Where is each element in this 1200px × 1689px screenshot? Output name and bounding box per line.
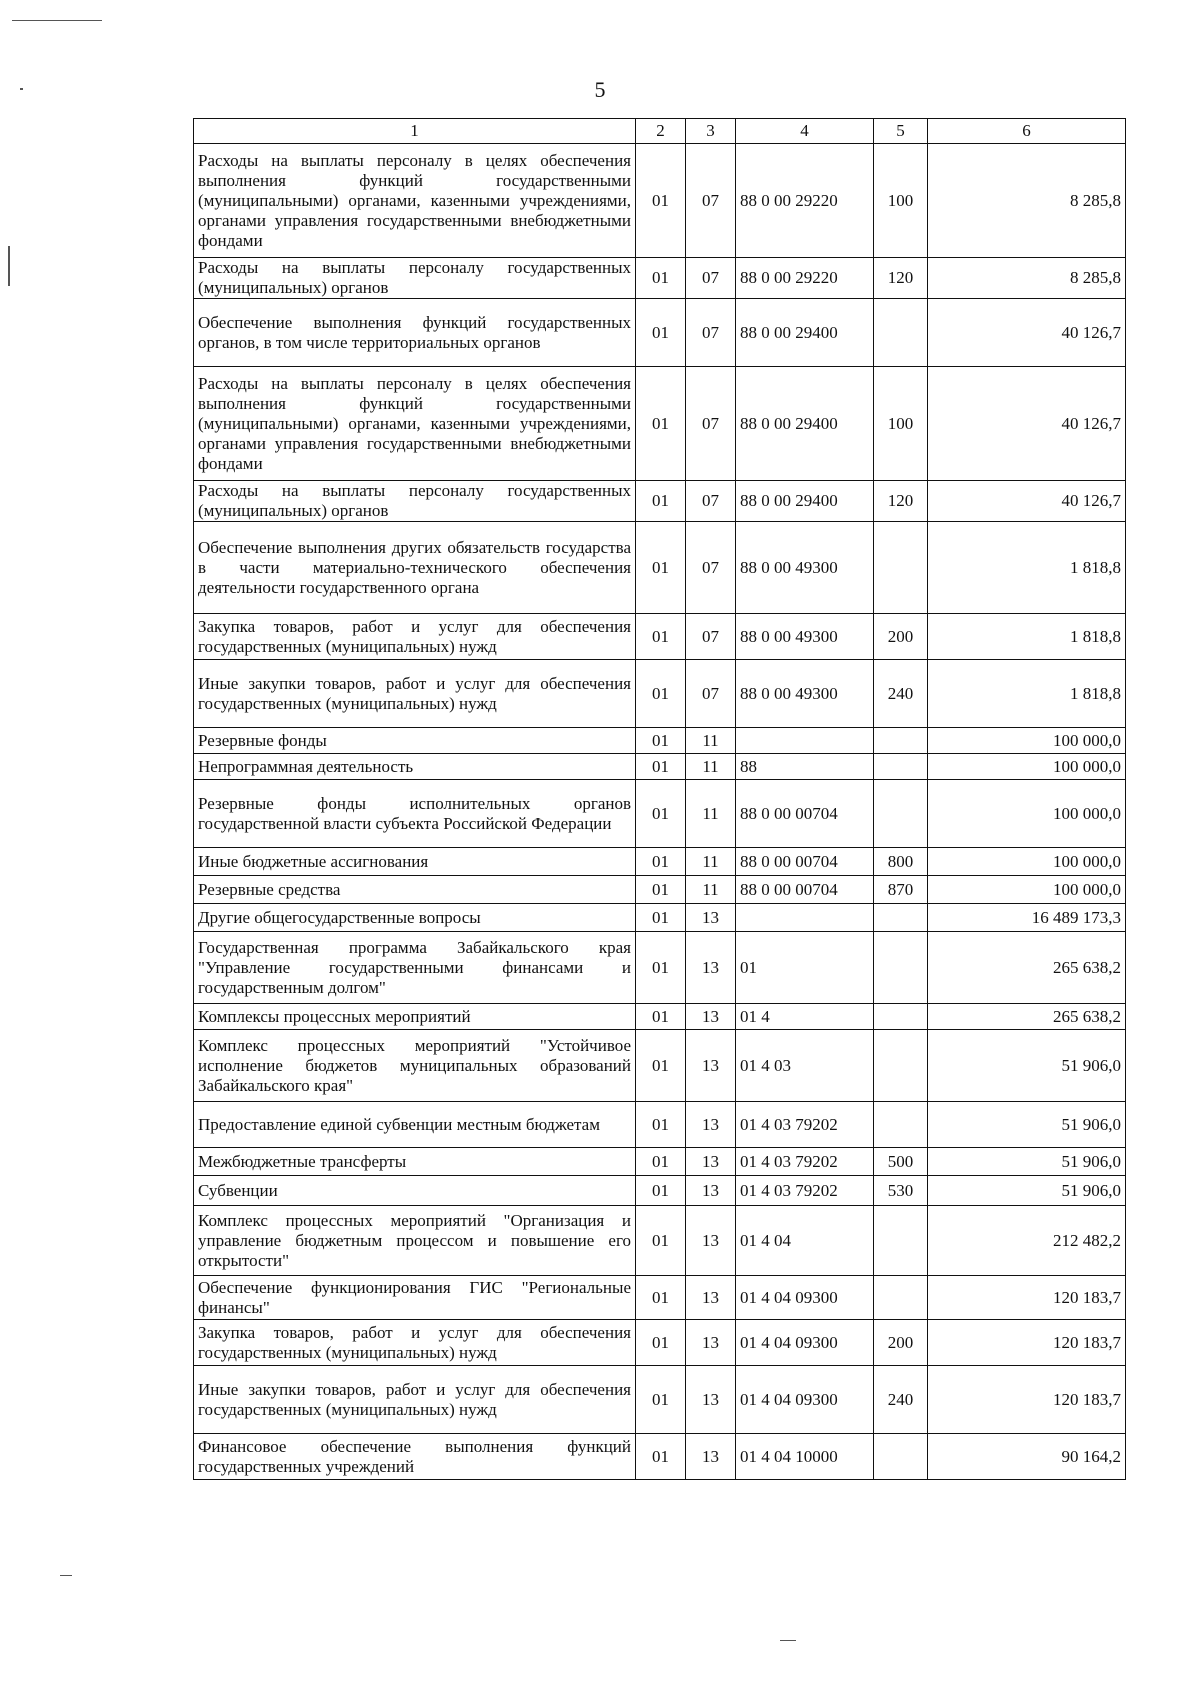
scan-mark — [12, 20, 102, 21]
row-target-code-cell: 01 4 04 09300 — [736, 1366, 874, 1434]
row-expense-type-cell — [874, 1030, 928, 1102]
row-section-cell: 01 — [636, 1320, 686, 1366]
row-target-code-cell: 01 4 03 79202 — [736, 1148, 874, 1176]
row-amount-cell: 51 906,0 — [928, 1176, 1126, 1206]
row-name-cell: Резервные фонды — [194, 728, 636, 754]
row-amount-cell: 16 489 173,3 — [928, 904, 1126, 932]
row-subsection-cell: 07 — [686, 614, 736, 660]
row-subsection-cell: 13 — [686, 904, 736, 932]
table-row — [194, 780, 1126, 848]
row-expense-type-cell: 120 — [874, 481, 928, 522]
row-section-cell: 01 — [636, 1434, 686, 1480]
row-section-cell: 01 — [636, 848, 686, 876]
row-expense-type-cell: 200 — [874, 1320, 928, 1366]
row-target-code-cell: 88 0 00 00704 — [736, 848, 874, 876]
row-section-cell: 01 — [636, 481, 686, 522]
row-section-cell: 01 — [636, 660, 686, 728]
table-row — [194, 904, 1126, 932]
row-name-cell: Обеспечение выполнения функций государственных органов, в том числе территориальных органов — [194, 299, 636, 367]
row-target-code-cell: 88 0 00 00704 — [736, 780, 874, 848]
table-row — [194, 522, 1126, 614]
row-section-cell: 01 — [636, 1176, 686, 1206]
row-amount-cell: 120 183,7 — [928, 1366, 1126, 1434]
row-expense-type-cell — [874, 522, 928, 614]
row-target-code-cell — [736, 904, 874, 932]
row-target-code-cell: 01 4 03 79202 — [736, 1102, 874, 1148]
row-amount-cell: 100 000,0 — [928, 876, 1126, 904]
row-target-code-cell: 88 0 00 29400 — [736, 299, 874, 367]
row-expense-type-cell — [874, 1276, 928, 1320]
column-header: 1 — [194, 119, 636, 144]
row-subsection-cell: 13 — [686, 1366, 736, 1434]
row-subsection-cell: 07 — [686, 299, 736, 367]
row-name-cell: Расходы на выплаты персоналу государственных (муниципальных) органов — [194, 481, 636, 522]
row-subsection-cell: 11 — [686, 754, 736, 780]
row-amount-cell: 8 285,8 — [928, 258, 1126, 299]
row-section-cell: 01 — [636, 258, 686, 299]
row-amount-cell: 1 818,8 — [928, 660, 1126, 728]
budget-table — [193, 118, 1126, 1480]
row-amount-cell: 212 482,2 — [928, 1206, 1126, 1276]
column-header: 3 — [686, 119, 736, 144]
row-subsection-cell: 07 — [686, 367, 736, 481]
table-row — [194, 660, 1126, 728]
row-subsection-cell: 07 — [686, 144, 736, 258]
row-section-cell: 01 — [636, 932, 686, 1004]
row-subsection-cell: 07 — [686, 522, 736, 614]
column-header: 4 — [736, 119, 874, 144]
row-amount-cell: 51 906,0 — [928, 1102, 1126, 1148]
table-row — [194, 614, 1126, 660]
table-row — [194, 1030, 1126, 1102]
row-target-code-cell: 01 4 03 79202 — [736, 1176, 874, 1206]
table-row — [194, 144, 1126, 258]
row-target-code-cell: 01 4 04 10000 — [736, 1434, 874, 1480]
row-expense-type-cell: 100 — [874, 144, 928, 258]
row-expense-type-cell — [874, 904, 928, 932]
row-target-code-cell: 88 — [736, 754, 874, 780]
row-section-cell: 01 — [636, 1206, 686, 1276]
row-amount-cell: 100 000,0 — [928, 728, 1126, 754]
row-name-cell: Другие общегосударственные вопросы — [194, 904, 636, 932]
row-subsection-cell: 07 — [686, 481, 736, 522]
row-amount-cell: 8 285,8 — [928, 144, 1126, 258]
row-amount-cell: 100 000,0 — [928, 780, 1126, 848]
row-name-cell: Комплекс процессных мероприятий "Устойчивое исполнение бюджетов муниципальных образований Забайкальского края" — [194, 1030, 636, 1102]
row-section-cell: 01 — [636, 1030, 686, 1102]
row-name-cell: Обеспечение выполнения других обязательств государства в части материально-технического обеспечения деятельности государственного органа — [194, 522, 636, 614]
row-name-cell: Предоставление единой субвенции местным бюджетам — [194, 1102, 636, 1148]
row-amount-cell: 1 818,8 — [928, 522, 1126, 614]
row-target-code-cell: 01 4 04 09300 — [736, 1320, 874, 1366]
row-target-code-cell: 01 4 04 — [736, 1206, 874, 1276]
row-name-cell: Резервные средства — [194, 876, 636, 904]
row-expense-type-cell: 100 — [874, 367, 928, 481]
row-expense-type-cell — [874, 754, 928, 780]
row-amount-cell: 120 183,7 — [928, 1320, 1126, 1366]
row-subsection-cell: 11 — [686, 876, 736, 904]
row-expense-type-cell: 120 — [874, 258, 928, 299]
row-target-code-cell — [736, 728, 874, 754]
row-expense-type-cell: 200 — [874, 614, 928, 660]
row-name-cell: Финансовое обеспечение выполнения функций государственных учреждений — [194, 1434, 636, 1480]
row-name-cell: Обеспечение функционирования ГИС "Региональные финансы" — [194, 1276, 636, 1320]
table-row — [194, 258, 1126, 299]
row-section-cell: 01 — [636, 876, 686, 904]
row-name-cell: Расходы на выплаты персоналу в целях обеспечения выполнения функций государственными (муниципальными) органами, казенными учреждениями, органами управления государственными внебюджетными фондами — [194, 367, 636, 481]
row-section-cell: 01 — [636, 1004, 686, 1030]
table-row — [194, 1206, 1126, 1276]
row-expense-type-cell — [874, 780, 928, 848]
row-subsection-cell: 11 — [686, 728, 736, 754]
row-section-cell: 01 — [636, 299, 686, 367]
row-name-cell: Непрограммная деятельность — [194, 754, 636, 780]
row-name-cell: Иные бюджетные ассигнования — [194, 848, 636, 876]
row-subsection-cell: 13 — [686, 1176, 736, 1206]
page-number: 5 — [594, 77, 606, 102]
row-expense-type-cell — [874, 932, 928, 1004]
row-subsection-cell: 13 — [686, 932, 736, 1004]
row-expense-type-cell: 500 — [874, 1148, 928, 1176]
table-row — [194, 1004, 1126, 1030]
row-section-cell: 01 — [636, 754, 686, 780]
row-name-cell: Иные закупки товаров, работ и услуг для обеспечения государственных (муниципальных) нужд — [194, 660, 636, 728]
row-expense-type-cell — [874, 728, 928, 754]
table-row — [194, 1434, 1126, 1480]
row-subsection-cell: 07 — [686, 660, 736, 728]
row-section-cell: 01 — [636, 1148, 686, 1176]
row-subsection-cell: 13 — [686, 1320, 736, 1366]
row-section-cell: 01 — [636, 1276, 686, 1320]
row-section-cell: 01 — [636, 904, 686, 932]
row-name-cell: Комплекс процессных мероприятий "Организация и управление бюджетным процессом и повышение его открытости" — [194, 1206, 636, 1276]
row-name-cell: Расходы на выплаты персоналу в целях обеспечения выполнения функций государственными (муниципальными) органами, казенными учреждениями, органами управления государственными внебюджетными фондами — [194, 144, 636, 258]
row-amount-cell: 40 126,7 — [928, 481, 1126, 522]
row-expense-type-cell — [874, 1102, 928, 1148]
table-row — [194, 1366, 1126, 1434]
row-subsection-cell: 13 — [686, 1434, 736, 1480]
row-target-code-cell: 88 0 00 29220 — [736, 258, 874, 299]
row-expense-type-cell — [874, 1434, 928, 1480]
table-row — [194, 1320, 1126, 1366]
table-row — [194, 848, 1126, 876]
scan-mark — [8, 246, 10, 286]
row-target-code-cell: 01 4 — [736, 1004, 874, 1030]
row-target-code-cell: 88 0 00 29400 — [736, 367, 874, 481]
row-subsection-cell: 07 — [686, 258, 736, 299]
column-header: 5 — [874, 119, 928, 144]
row-name-cell: Расходы на выплаты персоналу государственных (муниципальных) органов — [194, 258, 636, 299]
row-section-cell: 01 — [636, 144, 686, 258]
row-amount-cell: 265 638,2 — [928, 932, 1126, 1004]
row-target-code-cell: 88 0 00 29220 — [736, 144, 874, 258]
row-target-code-cell: 88 0 00 49300 — [736, 614, 874, 660]
row-expense-type-cell: 870 — [874, 876, 928, 904]
row-name-cell: Комплексы процессных мероприятий — [194, 1004, 636, 1030]
row-name-cell: Межбюджетные трансферты — [194, 1148, 636, 1176]
row-section-cell: 01 — [636, 522, 686, 614]
row-name-cell: Закупка товаров, работ и услуг для обеспечения государственных (муниципальных) нужд — [194, 614, 636, 660]
row-section-cell: 01 — [636, 1366, 686, 1434]
row-target-code-cell: 88 0 00 29400 — [736, 481, 874, 522]
row-target-code-cell: 88 0 00 49300 — [736, 522, 874, 614]
row-expense-type-cell — [874, 299, 928, 367]
table-row — [194, 932, 1126, 1004]
row-expense-type-cell: 240 — [874, 660, 928, 728]
row-name-cell: Иные закупки товаров, работ и услуг для обеспечения государственных (муниципальных) нужд — [194, 1366, 636, 1434]
row-subsection-cell: 11 — [686, 848, 736, 876]
row-amount-cell: 100 000,0 — [928, 754, 1126, 780]
row-expense-type-cell — [874, 1206, 928, 1276]
row-amount-cell: 100 000,0 — [928, 848, 1126, 876]
row-amount-cell: 51 906,0 — [928, 1030, 1126, 1102]
row-section-cell: 01 — [636, 1102, 686, 1148]
row-amount-cell: 51 906,0 — [928, 1148, 1126, 1176]
row-section-cell: 01 — [636, 367, 686, 481]
row-expense-type-cell: 240 — [874, 1366, 928, 1434]
row-subsection-cell: 13 — [686, 1004, 736, 1030]
table-row — [194, 876, 1126, 904]
row-expense-type-cell: 530 — [874, 1176, 928, 1206]
table-row — [194, 299, 1126, 367]
row-amount-cell: 90 164,2 — [928, 1434, 1126, 1480]
row-name-cell: Субвенции — [194, 1176, 636, 1206]
row-name-cell: Резервные фонды исполнительных органов государственной власти субъекта Российской Федерации — [194, 780, 636, 848]
row-amount-cell: 1 818,8 — [928, 614, 1126, 660]
row-amount-cell: 265 638,2 — [928, 1004, 1126, 1030]
header-row — [194, 119, 1126, 144]
table-row — [194, 1276, 1126, 1320]
row-subsection-cell: 13 — [686, 1102, 736, 1148]
table-row — [194, 754, 1126, 780]
column-header: 2 — [636, 119, 686, 144]
row-section-cell: 01 — [636, 780, 686, 848]
row-section-cell: 01 — [636, 614, 686, 660]
table-row — [194, 1148, 1126, 1176]
row-target-code-cell: 01 — [736, 932, 874, 1004]
table-row — [194, 1176, 1126, 1206]
row-subsection-cell: 13 — [686, 1206, 736, 1276]
scan-mark — [780, 1640, 796, 1641]
row-target-code-cell: 01 4 03 — [736, 1030, 874, 1102]
row-section-cell: 01 — [636, 728, 686, 754]
scan-mark — [60, 1575, 72, 1576]
row-subsection-cell: 11 — [686, 780, 736, 848]
table-row — [194, 1102, 1126, 1148]
row-amount-cell: 40 126,7 — [928, 299, 1126, 367]
column-header: 6 — [928, 119, 1126, 144]
row-subsection-cell: 13 — [686, 1030, 736, 1102]
row-expense-type-cell — [874, 1004, 928, 1030]
row-name-cell: Государственная программа Забайкальского края "Управление государственными финансами и государственным долгом" — [194, 932, 636, 1004]
scan-mark — [20, 88, 23, 90]
row-target-code-cell: 01 4 04 09300 — [736, 1276, 874, 1320]
row-name-cell: Закупка товаров, работ и услуг для обеспечения государственных (муниципальных) нужд — [194, 1320, 636, 1366]
row-expense-type-cell: 800 — [874, 848, 928, 876]
table-row — [194, 367, 1126, 481]
row-subsection-cell: 13 — [686, 1276, 736, 1320]
row-amount-cell: 40 126,7 — [928, 367, 1126, 481]
table-row — [194, 481, 1126, 522]
row-target-code-cell: 88 0 00 49300 — [736, 660, 874, 728]
row-target-code-cell: 88 0 00 00704 — [736, 876, 874, 904]
row-amount-cell: 120 183,7 — [928, 1276, 1126, 1320]
table-body — [194, 144, 1126, 1480]
row-subsection-cell: 13 — [686, 1148, 736, 1176]
table-row — [194, 728, 1126, 754]
